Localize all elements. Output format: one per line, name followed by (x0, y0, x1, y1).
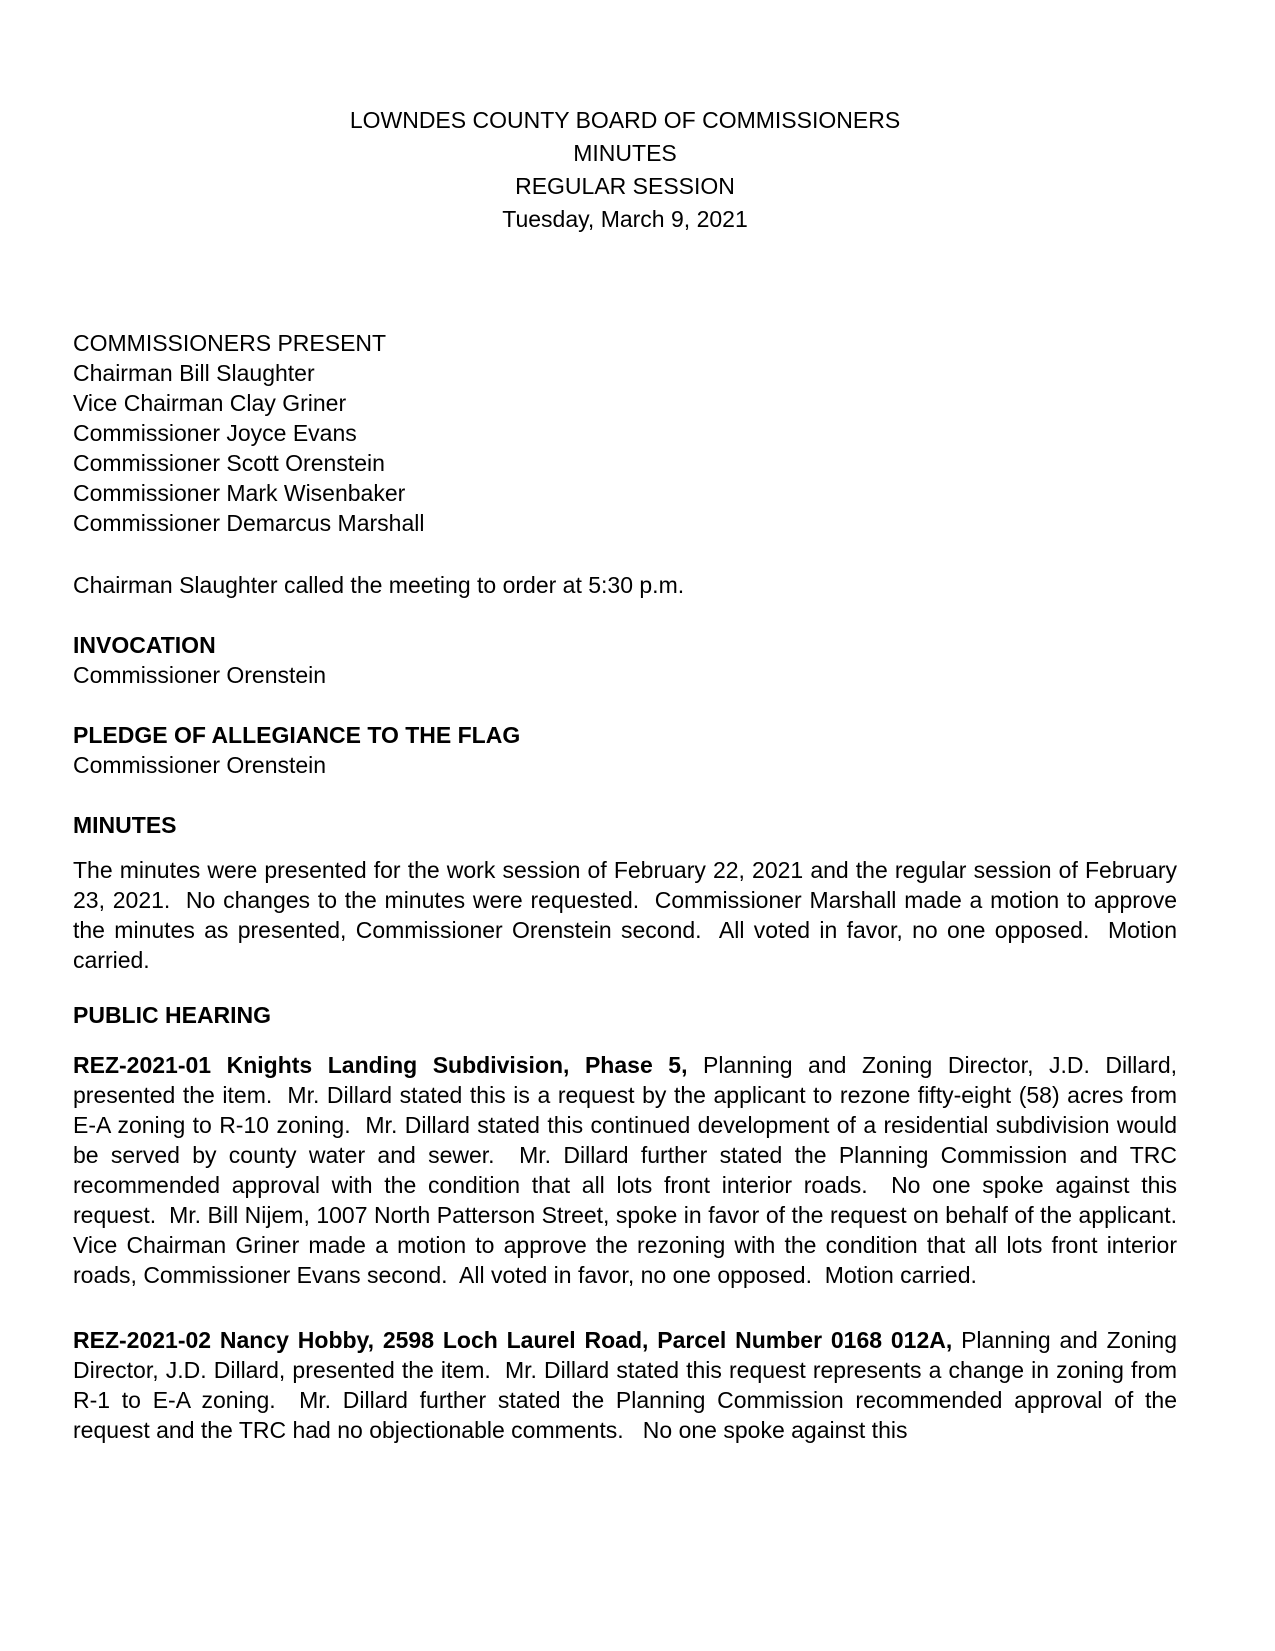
header-organization: LOWNDES COUNTY BOARD OF COMMISSIONERS (349, 107, 901, 133)
minutes-section (73, 810, 1184, 975)
document-header (73, 104, 1177, 236)
header-meeting-date: Tuesday, March 9, 2021 (502, 206, 748, 232)
pledge-section (73, 720, 1177, 780)
rez-2021-01-case-label: REZ-2021-01 Knights Landing Subdivision, Phase 5, (73, 1052, 688, 1078)
minutes-heading: MINUTES (73, 812, 177, 838)
call-to-order-line: Chairman Slaughter called the meeting to order at 5:30 p.m. (73, 572, 685, 598)
hearing-item-rez-2021-01 (73, 1050, 1190, 1290)
attendee-vice-chairman: Vice Chairman Clay Griner (73, 390, 347, 416)
attendee-commissioner-wisenbaker: Commissioner Mark Wisenbaker (73, 480, 406, 506)
rez-2021-02-case-label: REZ-2021-02 Nancy Hobby, 2598 Loch Laurel Road, Parcel Number 0168 012A, (73, 1327, 953, 1353)
attendee-chairman: Chairman Bill Slaughter (73, 360, 315, 386)
attendee-commissioner-marshall: Commissioner Demarcus Marshall (73, 510, 425, 536)
hearing-item-rez-2021-02 (73, 1325, 1184, 1445)
header-document-type: MINUTES (573, 140, 677, 166)
attendee-commissioner-evans: Commissioner Joyce Evans (73, 420, 357, 446)
rez-2021-01-case-text: Planning and Zoning Director, J.D. Dillard, presented the item. Mr. Dillard stated this is a request by the applicant to rezone fifty-eight (58) acres from E-A zoning to R-10 zoning. Mr. Dillard stated this continued development of a residential subdivision would be served by county water and sewer. Mr. Dillard further stated the Planning Commission and TRC recommended approval with the condition that all lots front interior roads. No one spoke against this request. Mr. Bill Nijem, 1007 North Patterson Street, spoke in favor of the request on behalf of the applicant. Vice Chairman Griner made a motion to approve the rezoning with the condition that all lots front interior roads, Commissioner Evans second. All voted in favor, no one opposed. Motion carried. (73, 1052, 1190, 1288)
minutes-paragraph: The minutes were presented for the work session of February 22, 2021 and the regular session of February 23, 2021. No changes to the minutes were requested. Commissioner Marshall made a motion to approve the minutes as presented, Commissioner Orenstein second. All voted in favor, no one opposed. Motion carried. (73, 857, 1184, 973)
public-hearing-heading: PUBLIC HEARING (73, 1002, 272, 1028)
commissioners-present-section (73, 328, 1177, 538)
pledge-presenter: Commissioner Orenstein (73, 752, 327, 778)
header-session-type: REGULAR SESSION (515, 173, 735, 199)
attendee-commissioner-orenstein: Commissioner Scott Orenstein (73, 450, 385, 476)
pledge-heading: PLEDGE OF ALLEGIANCE TO THE FLAG (73, 722, 521, 748)
commissioners-present-heading: COMMISSIONERS PRESENT (73, 330, 387, 356)
invocation-presenter: Commissioner Orenstein (73, 662, 327, 688)
rez-2021-02-case-text: Planning and Zoning Director, J.D. Dillard, presented the item. Mr. Dillard stated this request represents a change in zoning from R-1 to E-A zoning. Mr. Dillard further stated the Planning Commission recommended approval of the request and the TRC had no objectionable comments. No one spoke against this (73, 1327, 1184, 1443)
invocation-section (73, 630, 1177, 690)
public-hearing-section (73, 1000, 1190, 1445)
invocation-heading: INVOCATION (73, 632, 216, 658)
